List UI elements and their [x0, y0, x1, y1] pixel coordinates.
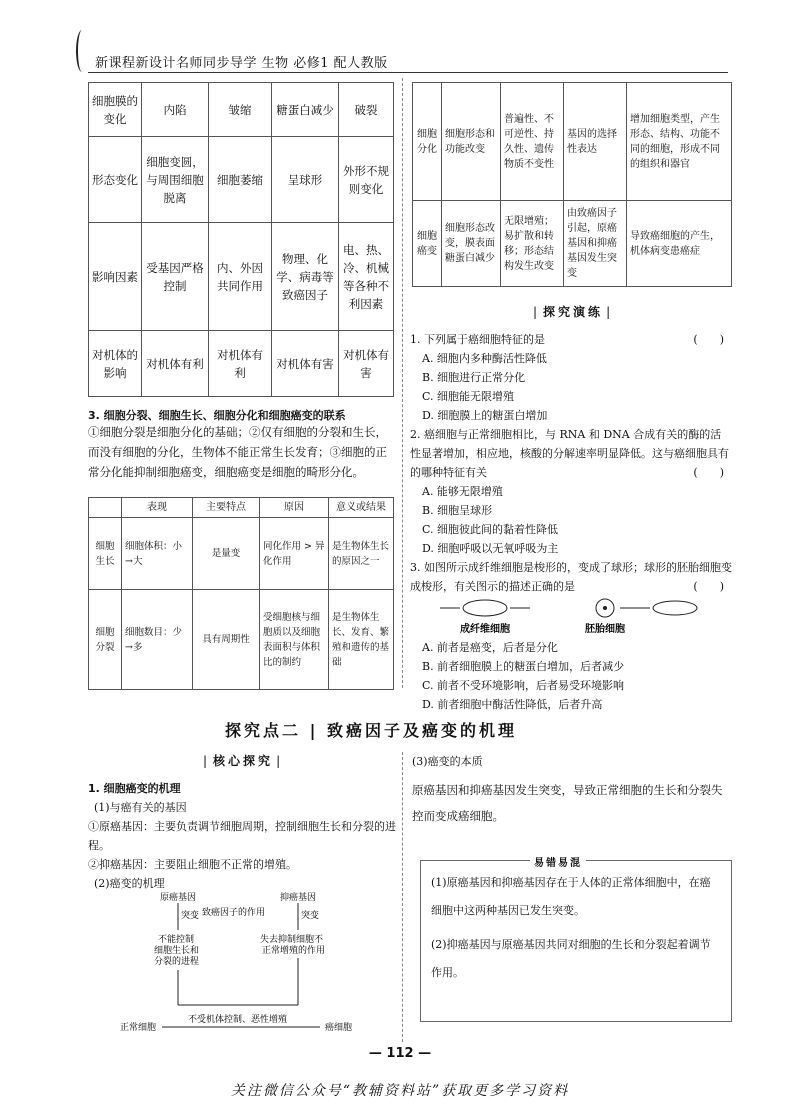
table-cell: 具有周期性 — [193, 590, 260, 690]
option[interactable]: B. 前者细胞膜上的糖蛋白增加，后者减少 — [422, 660, 625, 673]
option[interactable]: C. 细胞彼此间的黏着性降低 — [422, 523, 559, 536]
table-cell: 皱缩 — [209, 83, 272, 137]
growth-division-table — [88, 497, 394, 690]
answer-paren: ( ) — [693, 333, 724, 346]
diagram-label: 突变 — [301, 911, 320, 921]
table-header-row — [89, 498, 394, 518]
subheading: (3)癌变的本质 — [412, 755, 483, 768]
option[interactable]: B. 细胞呈球形 — [422, 504, 493, 517]
table-cell: 细胞变圆，与周围细胞脱离 — [142, 137, 209, 223]
table-cell: 是量变 — [193, 518, 260, 590]
differentiation-cancer-table — [412, 82, 732, 287]
caution-box-title: 易错易混 — [530, 854, 586, 869]
table-row — [89, 223, 394, 331]
paragraph: 原癌基因和抑癌基因发生突变，导致正常细胞的生长和分裂失控而变成癌细胞。 — [412, 783, 723, 823]
table-cell: 内陷 — [142, 83, 209, 137]
table-cell: 基因的选择性表达 — [564, 83, 627, 201]
nucleus-icon — [603, 606, 607, 610]
diagram-label: 突变 — [181, 911, 200, 921]
table-cell: 糖蛋白减少 — [272, 83, 339, 137]
table-cell: 受基因严格控制 — [142, 223, 209, 331]
diagram-label: 正常细胞 — [120, 1023, 157, 1033]
table-cell: 对机体有利 — [209, 331, 272, 397]
table-cell: 受细胞核与细胞质以及细胞表面积与体积比的制约 — [260, 590, 329, 690]
diagram-label: 癌细胞 — [325, 1023, 353, 1033]
question-stem: 2. 癌细胞与正常细胞相比，与 RNA 和 DNA 合成有关的酶的活性显著增加，相应地，核酸的分解速率明显降低。这与癌细胞具有的哪种特征有关 — [410, 428, 729, 479]
table-cell: 对机体有害 — [272, 331, 339, 397]
table-row — [413, 83, 732, 201]
table-cell: 细胞萎缩 — [209, 137, 272, 223]
table-row — [89, 518, 394, 590]
option[interactable]: A. 前者是癌变，后者是分化 — [422, 641, 558, 654]
table-header-cell: 主要特点 — [193, 498, 260, 518]
diagram-label: 抑癌基因 — [280, 893, 317, 903]
core-badge: | 核心探究 | — [200, 752, 286, 769]
mechanism-section — [88, 780, 398, 893]
option[interactable]: D. 前者细胞中酶活性降低，后者升高 — [422, 698, 603, 711]
table-cell: 外形不规则变化 — [339, 137, 394, 223]
table-cell: 细胞形态和功能改变 — [442, 83, 501, 201]
option[interactable]: C. 细胞能无限增殖 — [422, 390, 515, 403]
table-header-cell: 意义或结果 — [329, 498, 394, 518]
essence-section — [412, 752, 732, 829]
subheading: (2)癌变的机理 — [94, 877, 165, 890]
table-header-cell: 表现 — [122, 498, 193, 518]
table-row — [89, 83, 394, 137]
table-cell: 细胞体积：小→大 — [122, 518, 193, 590]
cell-comparison-table — [88, 82, 394, 397]
section-paragraph: ①细胞分裂是细胞分化的基础；②仅有细胞的分裂和生长，而没有细胞的分化，生物体不能正常生长发育；③细胞的正常分化能抑制细胞癌变，细胞癌变是细胞的畸形分化。 — [88, 425, 387, 479]
table-cell: 由致癌因子引起，原癌基因和抑癌基因发生突变 — [564, 201, 627, 287]
option[interactable]: D. 细胞膜上的糖蛋白增加 — [422, 409, 548, 422]
table-row — [89, 590, 394, 690]
table-cell: 电、热、冷、机械等各种不利因素 — [339, 223, 394, 331]
figure-label: 成纤维细胞 — [460, 624, 510, 635]
paragraph: ①原癌基因：主要负责调节细胞周期，控制细胞生长和分裂的进程。 — [88, 820, 396, 852]
diagram-label: 不受机体控制、恶性增殖 — [188, 1015, 288, 1025]
table-cell: 导致癌细胞的产生，机体病变患癌症 — [627, 201, 732, 287]
table-cell: 细胞癌变 — [413, 201, 442, 287]
table-row — [413, 201, 732, 287]
table-cell: 对机体的影响 — [89, 331, 142, 397]
table-cell: 增加细胞类型，产生形态、结构、功能不同的细胞，形成不同的组织和器官 — [627, 83, 732, 201]
question-stem: 1. 下列属于癌细胞特征的是 — [410, 333, 545, 346]
table-header-cell: 原因 — [260, 498, 329, 518]
table-cell: 形态变化 — [89, 137, 142, 223]
table-cell: 细胞膜的变化 — [89, 83, 142, 137]
column-divider — [402, 78, 403, 688]
cell-figure — [430, 596, 730, 638]
column-divider-lower — [402, 752, 403, 1042]
embryo-spindle-icon — [653, 601, 697, 615]
header-decoration — [76, 30, 88, 72]
paragraph: ②抑癌基因：主要阻止细胞不正常的增殖。 — [88, 858, 297, 871]
header-rule — [88, 72, 728, 73]
diagram-label: 正常增殖的作用 — [262, 946, 326, 956]
practice-badge: | 探究演练 | — [530, 303, 616, 320]
subheading: (1)与癌有关的基因 — [94, 801, 187, 814]
option[interactable]: D. 细胞呼吸以无氧呼吸为主 — [422, 542, 559, 555]
question — [410, 425, 732, 558]
question — [410, 558, 732, 714]
table-cell: 内、外因共同作用 — [209, 223, 272, 331]
practice-questions — [410, 330, 732, 714]
table-cell: 普遍性、不可逆性、持久性、遗传物质不变性 — [501, 83, 564, 201]
fibroblast-spindle-icon — [463, 600, 507, 616]
table-cell: 细胞数目：少→多 — [122, 590, 193, 690]
table-cell: 对机体有利 — [142, 331, 209, 397]
table-cell: 细胞分裂 — [89, 590, 122, 690]
table-cell: 同化作用 > 异化作用 — [260, 518, 329, 590]
caution-paragraph: (1)原癌基因和抑癌基因存在于人体的正常体细胞中，在癌细胞中这两种基因已发生突变。 — [431, 876, 711, 917]
footer-note: 关注微信公众号“教辅资料站”获取更多学习资料 — [230, 1083, 570, 1099]
question — [410, 330, 732, 425]
table-cell: 细胞形态改变，膜表面糖蛋白减少 — [442, 201, 501, 287]
table-row — [89, 331, 394, 397]
diagram-label: 致癌因子的作用 — [202, 908, 266, 918]
table-cell: 破裂 — [339, 83, 394, 137]
option[interactable]: B. 细胞进行正常分化 — [422, 371, 526, 384]
question-stem: 3. 如图所示成纤维细胞是梭形的，变成了球形；球形的胚胎细胞变成梭形，有关图示的描述正确的是 — [410, 561, 732, 593]
table-cell: 物理、化学、病毒等致癌因子 — [272, 223, 339, 331]
table-cell: 影响因素 — [89, 223, 142, 331]
answer-paren: ( ) — [693, 580, 724, 593]
running-header: 新课程新设计名师同步导学 生物 必修1 配人教版 — [95, 56, 388, 71]
caution-box — [420, 860, 732, 1022]
table-cell: 是生物体生长的原因之一 — [329, 518, 394, 590]
diagram-label: 不能控制 — [158, 935, 195, 945]
table-cell: 对机体有害 — [339, 331, 394, 397]
diagram-label: 原癌基因 — [160, 893, 197, 903]
answer-paren: ( ) — [693, 466, 724, 479]
table-cell: 细胞生长 — [89, 518, 122, 590]
table-header-cell — [89, 498, 122, 518]
table-cell: 是生物体生长、发育、繁殖和遗传的基础 — [329, 590, 394, 690]
mechanism-diagram — [120, 890, 370, 1045]
option[interactable]: A. 细胞内多种酶活性降低 — [422, 352, 547, 365]
option[interactable]: C. 前者不受环境影响，后者易受环境影响 — [422, 679, 625, 692]
diagram-label: 分裂的进程 — [154, 957, 200, 967]
page-number: — 112 — — [368, 1046, 432, 1061]
section-title: 探究点二 | 致癌因子及癌变的机理 — [225, 721, 517, 740]
diagram-label: 细胞生长和 — [154, 946, 200, 956]
caution-paragraph: (2)抑癌基因与原癌基因共同对细胞的生长和分裂起着调节作用。 — [431, 938, 711, 979]
table-cell: 无限增殖；易扩散和转移；形态结构发生改变 — [501, 201, 564, 287]
table-row — [89, 137, 394, 223]
option[interactable]: A. 能够无限增殖 — [422, 485, 503, 498]
table-cell: 细胞分化 — [413, 83, 442, 201]
table-cell: 呈球形 — [272, 137, 339, 223]
figure-label: 胚胎细胞 — [585, 624, 625, 635]
section-heading: 3. 细胞分裂、细胞生长、细胞分化和细胞癌变的联系 — [88, 409, 346, 422]
subheading: 1. 细胞癌变的机理 — [88, 782, 181, 795]
diagram-label: 失去抑制细胞不 — [260, 935, 324, 945]
